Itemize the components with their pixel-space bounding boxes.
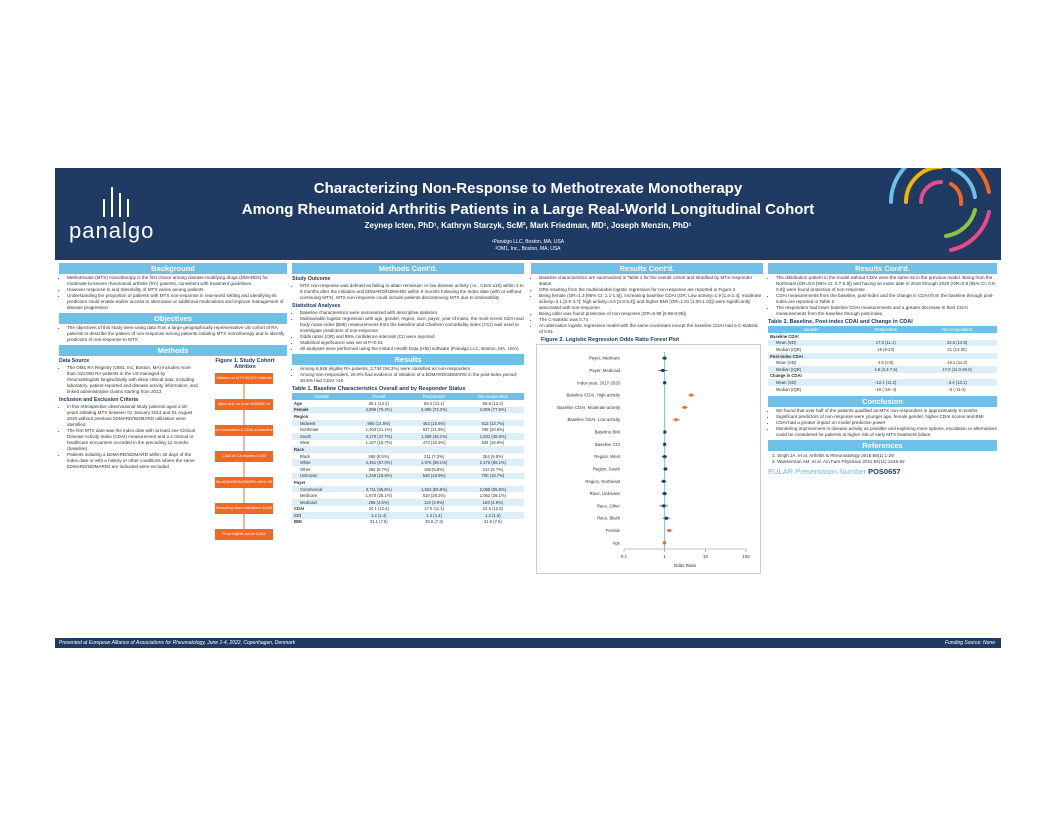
category-label: Baseline BMI	[594, 429, 620, 435]
odds-ratio-point	[663, 541, 666, 544]
table-header-cell: Variable	[768, 326, 854, 333]
table-cell: 1,403 (21.1%)	[365, 427, 392, 433]
x-tick-label: 100	[742, 554, 750, 559]
stats-bullet: • Multivariable logistic regression with age, gender, region, race, payer, year of index, the most recent CDAI and body mass index (BMI) measurements from the baseline and Charlson comorbidity index (CCI) was used to investigate predictors of non-response	[300, 316, 524, 334]
results-contd2-bullet: • CDAI measurements from the baseline, post-index and the change in CDAI from the baseline through post-index are reported in Table 2	[776, 293, 997, 305]
table-row-label: Mean (SD)	[776, 360, 797, 366]
table-cell: 31.1 (7.6)	[369, 519, 388, 525]
study-outcome-label: Study Outcome	[292, 276, 331, 282]
table-cell	[462, 413, 524, 420]
odds-ratio-point	[662, 480, 665, 483]
flow-box: Final eligible cohort 6,646 Patients	[215, 529, 273, 540]
stats-bullet: • Baseline characteristics were summarized with descriptive statistics	[300, 310, 524, 316]
results-contd-text	[531, 275, 763, 335]
odds-ratio-point	[675, 418, 678, 421]
methods-body	[59, 356, 287, 576]
results-contd-heading: Results Cont'd.	[531, 263, 763, 274]
category-label: Baseline CDAI, Low activity	[567, 417, 620, 423]
table-header-cell: Overall	[351, 393, 406, 400]
column-4	[768, 263, 997, 476]
table-cell: 31.5 (7.8)	[483, 519, 502, 525]
eular-label: EULAR Presentation Number	[768, 467, 866, 477]
table-row	[768, 353, 997, 360]
table-cell: 1.2 (1.5)	[462, 512, 524, 519]
affiliation-1: ¹Panalgo LLC, Boston, MA, USA	[491, 239, 565, 245]
table-row-label: Median (IQR)	[776, 346, 802, 352]
reference-item: 1. Singh JA, et al. Arthritis & Rheumatology 2016;68(1):1-26	[772, 453, 894, 459]
table-cell: 1,975 (68.1%)	[406, 459, 461, 466]
table-cell: 1,339 (46.1%)	[406, 433, 461, 440]
table1-title: Table 1. Baseline Characteristics Overall and by Responder Status	[292, 386, 466, 392]
table-row-label: Other	[300, 466, 311, 472]
table-row	[292, 407, 524, 414]
table-cell: 1,052 (28.1%)	[479, 493, 507, 499]
table-row	[292, 492, 524, 499]
odds-ratio-point	[664, 467, 667, 470]
results-contd-bullet: • An alternative logistic regression model with the same covariates except the baseline CDAI had a C-statistic of 0.61	[539, 323, 763, 335]
table-cell: 4.9 (3.0)	[877, 360, 894, 366]
table1	[292, 393, 524, 525]
category-label: Payer, Medicare	[588, 355, 620, 361]
table-cell: 700 (18.7%)	[462, 473, 524, 480]
table-row-label: Mean (SD)	[768, 340, 854, 347]
table-header-cell: Responders	[854, 326, 917, 333]
figure1-title: Figure 1. Study Cohort Attrition	[215, 358, 275, 370]
background-heading: Background	[59, 263, 287, 274]
table-row	[292, 499, 524, 506]
table-row	[292, 446, 524, 453]
conclusion-bullet: • CDAI had a greater impact on model predictive power	[776, 420, 997, 426]
column-3	[531, 263, 763, 574]
table-cell: 637 (21.9%)	[422, 427, 446, 433]
table-cell: 2,096 (72.2%)	[406, 407, 461, 414]
results-contd-bullet: • The C-statistic was 0.74	[539, 317, 763, 323]
table-row	[292, 479, 524, 486]
odds-ratio-point	[663, 381, 666, 384]
table-row-label: Median (IQR)	[768, 366, 854, 373]
category-label: Female	[605, 528, 620, 534]
column-2	[292, 263, 524, 525]
table-cell	[854, 373, 917, 380]
criteria-label: Inclusion and Exclusion Criteria	[59, 397, 138, 403]
logo-text: panalgo	[69, 218, 155, 243]
category-label: Region, South	[592, 466, 620, 472]
poster-header	[55, 168, 1001, 260]
background-bullet: • Methotrexate (MTX) monotherapy is the first choice among disease-modifying drugs (DMARDs) for moderate-to-severe rheumatoid arthritis (RA) patients, consistent with treatment guidelines	[67, 275, 287, 287]
table-cell	[406, 479, 461, 486]
table-row	[292, 519, 524, 526]
table-row	[292, 400, 524, 407]
attrition-flow	[215, 371, 285, 561]
table-cell: 2,900 (77.5%)	[462, 407, 524, 414]
decorative-rings-icon	[871, 168, 1001, 260]
objectives-bullet: • The objectives of this study were using data from a large geographically representative US cohort of RA patients to describe the pattern of non-response among patients initiating MTX monotherapy and to identify predictors of non-response to MTX	[67, 325, 287, 343]
table-cell: 296 (4.5%)	[351, 499, 406, 506]
table-row-label: CCI	[292, 512, 351, 519]
table-cell: 183 (4.9%)	[462, 499, 524, 506]
table-row	[768, 346, 997, 353]
odds-ratio-point	[668, 529, 671, 532]
references-text	[768, 451, 997, 467]
methods-contd-heading: Methods Cont'd.	[292, 263, 524, 274]
table-cell	[917, 353, 997, 360]
category-label: Baseline CDAI, High activity	[566, 392, 620, 398]
methods-text	[59, 356, 199, 472]
table-cell: 966 (14.5%)	[351, 420, 406, 427]
flow-box: ≥2 encounters & CDAI at baseline 18,500 Patients	[215, 425, 273, 436]
table-cell: 21 (13-30)	[947, 346, 967, 352]
results-bullet: • Among non-responders, 26.9% had evidence of initiation of a bDMARD/tsDMARD in the post-index period; 40.5% had CDAI >10	[300, 372, 524, 384]
conclusion-bullet: • We found that over half of the patients qualified as MTX non-responders in approximately 6 months	[776, 408, 997, 414]
table-cell: 59.4 (13.1)	[423, 400, 445, 406]
table-cell: 211 (7.3%)	[424, 453, 445, 459]
results-contd-bullet: • Being older was found protective of non-response (OR=0.99 [0.98-0.99])	[539, 311, 763, 317]
table-row-label: Race	[292, 446, 351, 453]
table-row-label: Change in CDAI	[770, 373, 802, 379]
odds-ratio-point	[663, 443, 666, 446]
table-cell: 17.0 (11.0-25.0)	[917, 366, 997, 373]
forest-plot	[536, 344, 761, 574]
category-label: Index year, 2017-2020	[577, 380, 620, 386]
table-row-label: CDAI	[294, 506, 305, 512]
table-cell	[854, 333, 917, 340]
table-row-label: Black	[300, 453, 311, 459]
background-bullet: • However response to and tolerability of MTX varies among patients	[67, 287, 287, 293]
data-source-label: Data Source	[59, 358, 90, 364]
table-cell	[854, 353, 917, 360]
table-cell: 1,248 (18.8%)	[351, 473, 406, 480]
table-cell: 766 (20.5%)	[481, 427, 505, 433]
table-cell: 58.8 (13.3)	[482, 400, 504, 406]
results-contd2-heading: Results Cont'd.	[768, 263, 997, 274]
table-cell: -10 (-18--4)	[875, 386, 897, 392]
table-row	[292, 506, 524, 513]
table-cell: 453 (15.6%)	[406, 420, 461, 427]
odds-ratio-point	[661, 369, 664, 372]
stats-label: Statistical Analyses	[292, 303, 341, 309]
table-row	[768, 366, 997, 373]
table-cell: 168 (5.8%)	[423, 466, 445, 472]
poster-title-line2: Among Rheumatoid Arthritis Patients in a Large Real-World Longitudinal Cohort	[241, 201, 815, 218]
table-cell: 15 (8-24)	[877, 346, 895, 352]
methods-heading: Methods	[59, 345, 287, 356]
table-cell: -12.1 (11.2)	[854, 379, 917, 386]
table-cell: 565 (8.5%)	[368, 453, 389, 459]
table-row	[292, 413, 524, 420]
table-row	[292, 420, 524, 427]
table-row-label: Commercial	[292, 486, 351, 493]
category-label: Race, Black	[597, 515, 620, 521]
table-cell	[351, 413, 406, 420]
table-cell: 4,451 (67.0%)	[351, 459, 406, 466]
table-cell	[462, 479, 524, 486]
table-cell: 113 (3.9%)	[406, 499, 461, 506]
table-row-label: South	[292, 433, 351, 440]
table-cell: 22.5 (12.8)	[482, 506, 504, 512]
results-contd2-bullet: • The distribution pattern in the model without CDAI were the same as in the previous model. Being from the Northeast (OR=0.8 [95% CI: 0.7-0.9]) and having an index date in 2018 through 2020 (OR=0.8 [95% CI: 0.6-0.9]) were found protective of non-response	[776, 275, 997, 293]
category-label: Payer, Medicaid	[589, 367, 620, 373]
table-row-label: Medicaid	[292, 499, 351, 506]
table-row-label: Post-index CDAI	[768, 353, 854, 360]
table-cell: 4,996 (75.2%)	[351, 407, 406, 414]
table-cell: 2,088 (55.8%)	[462, 486, 524, 493]
flow-box: No bDMARD/tsDMARD within 30 days 6,700 Patients	[215, 477, 273, 488]
odds-ratio-point	[663, 357, 666, 360]
odds-ratio-point	[663, 431, 666, 434]
conclusion-bullet: • Monitoring improvement in disease activity as possible and exploring more options, escalation or alternatives could be considered for patients at higher risk of early MTX treatment failure	[776, 426, 997, 438]
poster-title-line1: Characterizing Non-Response to Methotrexate Monotherapy	[313, 180, 743, 197]
references-heading: References	[768, 440, 997, 451]
category-label: Region, West	[594, 454, 620, 460]
table-row-label: Median (IQR)	[776, 386, 802, 392]
category-label: Region, Northeast	[585, 478, 620, 484]
table2-title: Table 2. Baseline, Post-index CDAI and Change in CDAI	[768, 319, 913, 325]
table-header-cell: Non-responders	[917, 326, 997, 333]
table-row	[768, 340, 997, 347]
results-contd2-text	[768, 275, 997, 317]
table2	[768, 326, 997, 392]
table-cell: -3 (-11-4)	[948, 386, 966, 392]
flow-box: Excluding other indications 6,646 Patients	[215, 503, 273, 514]
table-row	[292, 459, 524, 466]
table-cell: 634 (16.9%)	[481, 440, 505, 446]
table-row	[292, 486, 524, 493]
table-row-label: BMI	[294, 519, 302, 525]
category-label: Baseline CCI	[594, 441, 620, 447]
odds-ratio-point	[690, 394, 693, 397]
table-cell: 1,831 (48.9%)	[462, 433, 524, 440]
table-cell: 1.2 (1.4)	[406, 512, 461, 519]
poster-footer	[55, 638, 1001, 648]
conclusion-heading: Conclusion	[768, 396, 997, 407]
stats-bullet: • Statistical significance was set at P<0.01	[300, 340, 524, 346]
table-row	[292, 453, 524, 460]
table-cell	[462, 446, 524, 453]
reference-item: 2. Wasserman AM, et al. Am Fam Physician 2011;84(11):1245-52	[772, 459, 905, 465]
table-cell: 513 (13.7%)	[462, 420, 524, 427]
figure2-title: Figure 2. Logistic Regression Odds Ratio Forest Plot	[541, 337, 680, 343]
x-tick-label: 1	[663, 554, 666, 559]
table-header-cell: Responders	[406, 393, 461, 400]
table-cell	[917, 373, 997, 380]
footer-right: Funding Source: None	[944, 640, 995, 646]
methods-contd-text	[292, 276, 524, 352]
eular-presentation	[768, 467, 997, 476]
authors: Zeynep Icten, PhD¹, Kathryn Starzyk, ScM², Mark Friedman, MD¹, Joseph Menzin, PhD¹	[364, 221, 692, 230]
criteria-bullet: • The first MTX date was the index date with at least one Clinical Disease Activity Index (CDAI) measurement and ≥ 2 clinical or healthcare encounters recorded in the preceding 12 months (baseline)	[67, 428, 199, 452]
table-row-label: Unknown	[292, 473, 351, 480]
table-cell: 22.5 (12.8)	[917, 340, 997, 347]
stats-bullet: • Odds ratios (OR) and 95% confidence intervals (CI) were reported	[300, 334, 524, 340]
table-cell: -3.4 (13.1)	[917, 379, 997, 386]
column-1	[59, 263, 287, 576]
table-row	[292, 440, 524, 447]
table-cell: 59.1 (13.2)	[368, 400, 389, 406]
category-label: Baseline CDAI, Moderate activity	[557, 404, 620, 410]
odds-ratio-point	[663, 455, 666, 458]
data-source-text: • The OM1 RA Registry (OM1, Inc; Boston, MA) includes more than 310,000 RA patients in the US managed by rheumatologists longitudinally with deep clinical data, including laboratory, patient-reported and disease activity information, and linked administrative claims starting from 2013	[67, 365, 199, 395]
poster	[55, 168, 1001, 648]
flow-box: Aged ≥18, no prior bDMARD at baseline 46,000 Patients	[215, 399, 273, 410]
table-cell: 1,870 (28.1%)	[365, 493, 392, 499]
category-label: Race, Other	[596, 503, 620, 509]
background-text	[59, 275, 287, 311]
table-row-label: Baseline CDAI	[770, 333, 799, 339]
table-cell: 1,623 (55.9%)	[406, 486, 461, 493]
table-row-label: Northeast	[300, 427, 319, 433]
table-cell: 3,711 (55.8%)	[351, 486, 406, 493]
objectives-text	[59, 325, 287, 343]
table-cell: 20.1 (12.4)	[368, 506, 389, 512]
table-header-cell: Non-responders	[462, 393, 524, 400]
background-bullet: • Understanding the proportion of patients with MTX non-response in real-world setting and identifying its predictors could enable earlier access to alternative or additional medications and improve management of disease progression	[67, 293, 287, 311]
table-row-label: Region	[294, 413, 309, 419]
table-cell: 818 (28.2%)	[422, 493, 446, 499]
table-cell: 354 (9.5%)	[482, 453, 504, 459]
x-axis-label: Odds Ratio	[673, 563, 697, 568]
table-row	[768, 386, 997, 393]
table-row-label: Age	[294, 400, 302, 406]
table-row	[768, 333, 997, 340]
table-cell: 17.0 (11.1)	[424, 506, 445, 512]
table-cell: 19.1 (11.0)	[947, 360, 968, 366]
table-row	[768, 359, 997, 366]
table-row	[768, 379, 997, 386]
table-row	[292, 466, 524, 473]
results-contd-bullet: • Baseline characteristics are summarized in Table 1 for the overall cohort and stratified by MTX responder status	[539, 275, 763, 287]
table-cell	[351, 446, 406, 453]
table-cell: 17.0 (11.1)	[854, 340, 917, 347]
table-row	[292, 473, 524, 480]
table-header-cell: Variable	[292, 393, 351, 400]
table-cell: 4.6 (2.4-7.5)	[854, 366, 917, 373]
table-cell	[406, 446, 461, 453]
stats-bullet: • All analyses were performed using the Instant Health Data (IHD) software (Panalgo LLC, Boston, MA, USA)	[300, 346, 524, 352]
table-row-label: Female	[292, 407, 351, 414]
x-tick-label: 0.1	[620, 554, 628, 559]
objectives-heading: Objectives	[59, 313, 287, 324]
table-cell: 2,476 (66.1%)	[462, 459, 524, 466]
eular-number: POS0657	[868, 467, 901, 477]
figure1	[205, 356, 285, 561]
table-cell	[917, 333, 997, 340]
table-cell: 473 (16.3%)	[422, 440, 446, 446]
category-label: Race, Unknown	[589, 491, 620, 497]
table-row	[292, 512, 524, 519]
conclusion-bullet: • Significant predictors of non-response were younger age, female gender, higher CDAI scores and BMI	[776, 414, 997, 420]
odds-ratio-point	[665, 517, 668, 520]
flow-box: Initiated on MTX 86,000 Patients	[215, 373, 273, 384]
table-row-label: West	[300, 440, 310, 446]
results-contd2-bullet: • The responders had lower baseline CDAI measurements and a greater decrease in their CDAI measurements from the baseline through post-index	[776, 305, 997, 317]
odds-ratio-point	[663, 492, 666, 495]
criteria-bullet: • Patients initiating a bDMARD/tsDMARD within 30 days of the index date or with a history or other conditions where the same bDMARD/tsDMARDs are indicated were excluded	[67, 452, 199, 470]
forest-frame	[537, 345, 761, 574]
table-cell: 382 (5.7%)	[368, 466, 389, 472]
footer-left: Presented at European Alliance of Associations for Rheumatology, June 1-4, 2022, Copenhagen, Denmark	[59, 640, 296, 646]
table-row-label: White	[292, 459, 351, 466]
odds-ratio-point	[662, 504, 665, 507]
results-contd-bullet: • ORs resulting from the multivariable logistic regression for non-response are reported in Figure 2	[539, 287, 763, 293]
table-cell	[351, 479, 406, 486]
table-cell: 1,107 (16.7%)	[365, 440, 392, 446]
results-heading: Results	[292, 354, 524, 365]
table-row	[768, 373, 997, 380]
criteria-bullet: • In this retrospective observational study patients aged ≥ 18 years initiating MTX between 01 January 2014 and 01 August 2020 without previous bDMARD/tsDMARD utilization were identified	[67, 404, 199, 428]
table-row-label: Medicare	[300, 493, 318, 499]
results-contd-bullet: • Being female (OR=1.3 [95% CI: 1.1-1.5]), increasing baseline CDAI (OR: Low activity=1.9 [1.6-2.4]; moderate activity=3.1 [2.6-3.7]; high activity=4.5 [3.8-5.4]) and higher BMI (OR=1.01 [1.00-1.02]) were significantly associated with non-response	[539, 293, 763, 311]
table-cell: 3,170 (47.7%)	[351, 433, 406, 440]
table-cell: 1.2 (1.4)	[351, 512, 406, 519]
flow-box: CDAI at 3-9 months 9,300 Patients	[215, 451, 273, 462]
results-bullet: • Among 6,646 eligible RA patients, 3,744 (56.3%) were classified as non-responders	[300, 366, 524, 372]
table-cell: 30.6 (7.3)	[425, 519, 444, 525]
table-cell	[406, 413, 461, 420]
odds-ratio-point	[683, 406, 686, 409]
table-cell: 548 (18.9%)	[406, 473, 461, 480]
conclusion-text	[768, 408, 997, 438]
table-row-label: Mean (SD)	[768, 379, 854, 386]
x-tick-label: 10	[702, 554, 708, 559]
results-text	[292, 366, 524, 384]
table-row-label: Midwest	[292, 420, 351, 427]
table-row-label: Payer	[294, 479, 306, 485]
table-row	[292, 433, 524, 440]
affiliation-2: ²OM1, Inc., Boston, MA, USA	[495, 246, 561, 252]
table-cell: 214 (5.7%)	[482, 466, 504, 472]
table-row	[292, 426, 524, 433]
study-outcome-bullet: • MTX non-response was defined as failing to attain remission or low disease activity (i.e., CDAI ≤10) within 3 to 9 months after the initiation and bDMARD/tsDMARD within 9 months following the index date (with or without continuing MTX). MTX non-response could include patients discontinuing MTX due to intolerability	[300, 283, 524, 301]
category-label: Age	[612, 540, 620, 546]
